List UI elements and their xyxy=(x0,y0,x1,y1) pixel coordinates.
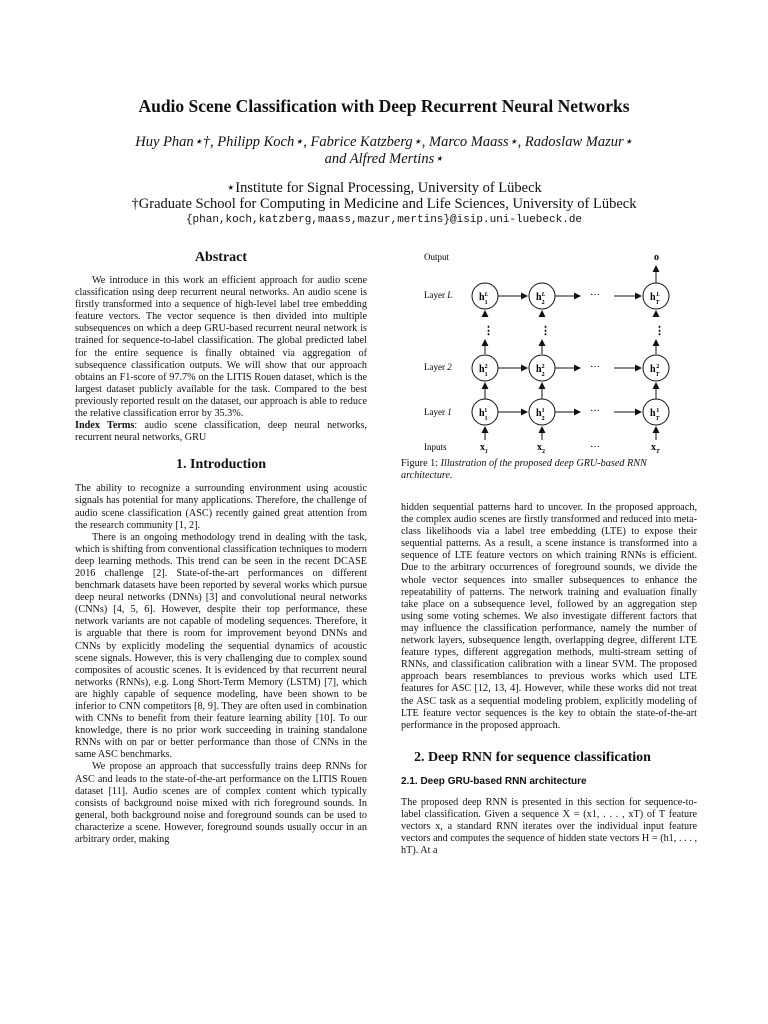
ellipsis-inputs: ··· xyxy=(590,442,600,453)
affiliation-2: †Graduate School for Computing in Medicine and Life Sciences, University of Lübeck xyxy=(131,196,637,212)
affiliation-1: ⋆Institute for Signal Processing, University of Lübeck xyxy=(226,180,542,196)
figure-caption-label: Figure 1: xyxy=(401,458,439,469)
author-list xyxy=(0,134,768,168)
input-xT: $x_T$ xyxy=(651,442,660,455)
abstract-heading: Abstract xyxy=(194,250,248,265)
node-h-2-T-label: $h_T2$ xyxy=(650,364,660,378)
authors-line-1: Huy Phan⋆†, Philipp Koch⋆, Fabrice Katzberg⋆, Marco Maass⋆, Radoslaw Mazur⋆ xyxy=(135,134,633,150)
figure-1-rnn-diagram xyxy=(418,250,698,460)
input-x2: $x_2$ xyxy=(537,442,545,455)
intro-heading: 1. Introduction xyxy=(176,457,266,473)
node-h-2-1-label: $h_12$ xyxy=(479,364,488,378)
layer-2-row-label: Layer 2 xyxy=(424,362,452,372)
output-symbol: o xyxy=(654,252,659,263)
section-2-paragraph: The proposed deep RNN is presented in this section for sequence-to-label classification. Given a sequence X = (x1, . . . , xT) of T feature vectors x, a standard RNN iterates over the individual input feature vectors and computes the sequence of hidden state vectors H = (h1, . . . , hT). At a xyxy=(401,796,697,857)
intro-paragraph-3: We propose an approach that successfully trains deep RNNs for ASC and leads to the state-of-the-art performance on the LITIS Rouen dataset [11]. Audio scenes are of complex content which typically consists of background noise mixed with rich foreground sounds. In general, both background noise and foreground sounds can be used to characterize a scene. However, foreground sounds usually occur in an arbitrary order, making xyxy=(75,761,367,846)
node-h-L-T-label: $h_TL$ xyxy=(650,292,660,306)
left-column xyxy=(75,250,367,846)
intro-paragraph-2: There is an ongoing methodology trend in dealing with the task, which is shifting from conventional classification techniques to modern deep learning methods. This trend can be seen in the recent DCASE 2016 challenge [2]. State-of-the-art performances on different benchmark datasets have been reported by several works which pursue deep neural networks (DNNs) [3] and convolutional neural networks (CNNs) [4, 5, 6]. However, despite their top performance, these network variants are not capable of modeling sequences. Therefore, it is arguable that there is room for improvement beyond DNNs and CNNs by explicitly modeling the sequential dynamics of acoustic scene signals. However, this is very challenging due to complex sound composites of acoustic scenes. It is evidenced by that recurrent neural networks (RNNs), e.g. Long Short-Term Memory (LSTM) [7], which are highly capable of sequence modeling, have been shown to be inferior to CNN competitors [8, 9]. They are often used in combination with CNNs to benefit from their feature learning ability [10]. To our knowledge, there is no prior work succeeding in training standalone RNNs with on par or better performance than those of CNNs in the same ASC benchmarks. xyxy=(75,531,367,761)
right-column xyxy=(401,502,697,857)
subsection-2-1-heading: 2.1. Deep GRU-based RNN architecture xyxy=(401,775,587,787)
ellipsis-1: ··· xyxy=(590,406,600,417)
intro-paragraph-4: hidden sequential patterns hard to uncover. In the proposed approach, the complex audio scenes are firstly transformed and reduced into meta-class likelihoods via a label tree embedding (LTE) to expose their sequential patterns. As a result, a scene instance is transformed into a sequence of LTE feature vectors on which training RNNs is efficient. Due to the arbitrary occurrences of foreground sounds, we divide the whole vector sequences into smaller subsequences to enhance the repeatability of patterns. The network training and evaluation finally take place on a subsequence level, followed by an aggregation step using some voting schemes. We also investigate different factors that may influence the classification performance, namely the number of network layers, subsequence length, overlapping degree, different LTE feature types, different aggregation methods, multi-stream setting of RNNs, and classification calibration with a linear SVM. The proposed approach bears resemblances to previous works which used LTE features for ASC [12, 13, 4]. However, while these works did not treat the ASC task as a sequential modeling problem, explicitly modeling of LTE feature vector sequences is the key to obtain the state-of-the-art performance in the proposed approach. xyxy=(401,502,697,731)
ellipsis-L: ··· xyxy=(590,290,600,301)
intro-paragraph-1: The ability to recognize a surrounding environment using acoustic signals has potential for many applications. Therefore, the challenge of audio scene classification (ASC) recently gained great attention from the research community [1, 2]. xyxy=(75,483,367,531)
paper-title: Audio Scene Classification with Deep Recurrent Neural Networks xyxy=(138,96,630,116)
vdots-col-1: ⋮ xyxy=(483,325,494,337)
authors-line-2: and Alfred Mertins⋆ xyxy=(324,151,444,167)
figure-caption-text: Illustration of the proposed deep GRU-based RNN architecture. xyxy=(401,458,647,482)
section-2-heading: 2. Deep RNN for sequence classification xyxy=(414,749,651,765)
index-terms xyxy=(75,420,367,444)
node-h-2-2-label: $h_22$ xyxy=(536,364,545,378)
vdots-col-2: ⋮ xyxy=(540,325,551,337)
input-x1: $x_1$ xyxy=(480,442,488,455)
output-row-label: Output xyxy=(424,252,450,262)
layer-L-row-label: Layer L xyxy=(424,290,453,300)
author-emails: {phan,koch,katzberg,maass,mazur,mertins}@isip.uni-luebeck.de xyxy=(185,214,583,226)
index-terms-text: : audio scene classification, deep neural networks, recurrent neural networks, GRU xyxy=(75,420,367,444)
node-h-L-2-label: $h_2L$ xyxy=(536,292,546,306)
node-h-1-T-label: $h_T1$ xyxy=(650,408,660,422)
inputs-row-label: Inputs xyxy=(424,442,447,452)
layer-1-row-label: Layer 1 xyxy=(424,407,452,417)
affiliations xyxy=(0,180,768,212)
node-h-1-1-label: $h_11$ xyxy=(479,408,488,422)
abstract-text: We introduce in this work an efficient approach for audio scene classification using deep recurrent neural networks. An audio scene is firstly transformed into a sequence of high-level label tree embedding feature vectors. The vector sequence is then divided into multiple subsequences on which a deep GRU-based recurrent neural network is trained for sequence-to-label classification. The global predicted label for the entire sequence is finally obtained via aggregation of subsequence classification outputs. We will show that our approach obtains an F1-score of 97.7% on the LITIS Rouen dataset, which is the largest dataset publicly available for the task. Compared to the best previously reported result on the dataset, our approach is able to reduce the relative classification error by 35.3%. xyxy=(75,275,367,420)
node-h-1-2-label: $h_21$ xyxy=(536,408,545,422)
vdots-col-T: ⋮ xyxy=(654,325,665,337)
index-terms-label: Index Terms xyxy=(75,420,135,432)
figure-1-caption xyxy=(401,458,697,483)
node-h-L-1-label: $h_1L$ xyxy=(479,292,489,306)
ellipsis-2: ··· xyxy=(590,362,600,373)
